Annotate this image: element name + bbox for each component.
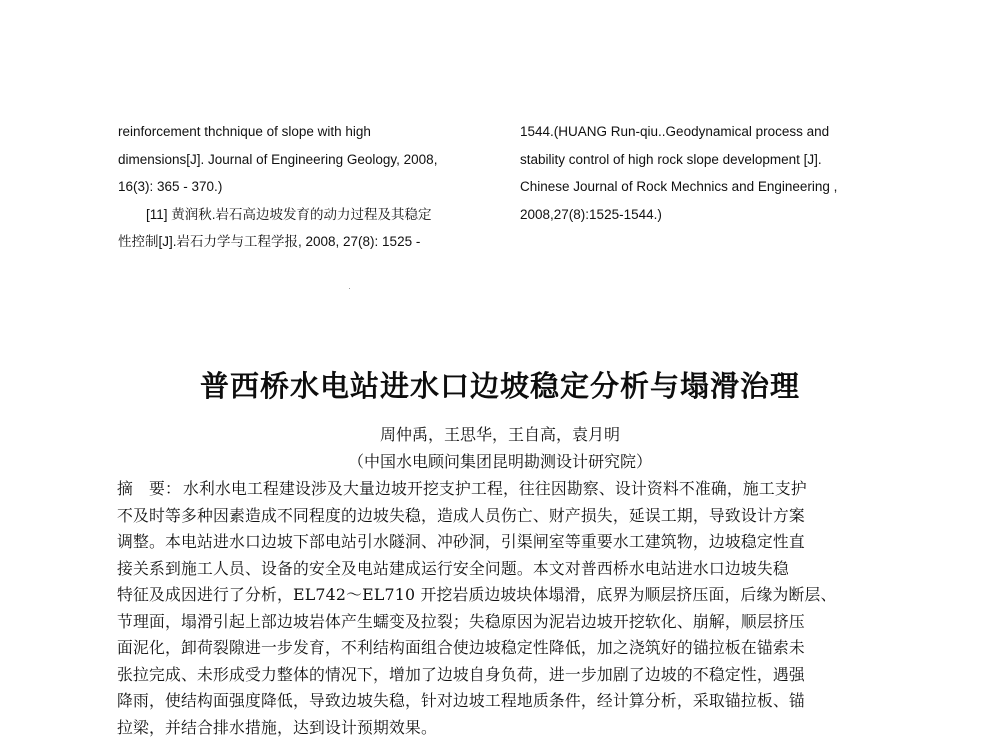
abstract-line: 降雨，使结构面强度降低，导致边坡失稳，针对边坡工程地质条件，经计算分析，采取锚拉板、锚 [117,691,805,710]
reference-11-line: [11] 黄润秋.岩石高边坡发育的动力过程及其稳定 [146,206,432,222]
reference-line: 性控制[J].岩石力学与工程学报, 2008, 27(8): 1525 - [118,234,421,249]
abstract-line [117,476,887,503]
abstract-text: 水利水电工程建设涉及大量边坡开挖支护工程，往往因勘察、设计资料不准确，施工支护 [183,479,807,498]
abstract-line: 特征及成因进行了分析，EL742～EL710 开挖岩质边坡块体塌滑，底界为顺层挤压面，后缘为断层、 [117,585,837,604]
reference-line: 1544.(HUANG Run-qiu..Geodynamical process and [520,124,830,139]
references-left-column [118,118,498,256]
article-title: 普西桥水电站进水口边坡稳定分析与塌滑治理 [199,369,800,403]
reference-line: dimensions[J]. Journal of Engineering Geology, 2008, [118,151,438,167]
abstract-line: 张拉完成、未形成受力整体的情况下，增加了边坡自身负荷，进一步加剧了边坡的不稳定性，遇强 [117,664,805,684]
reference-line: Chinese Journal of Rock Mechnics and Engineering , [520,179,838,194]
abstract-line: 调整。本电站进水口边坡下部电站引水隧洞、冲砂洞，引渠闸室等重要水工建筑物，边坡稳定性直 [117,532,805,551]
reference-line: 16(3): 365 - 370.) [118,179,223,194]
abstract [117,476,887,741]
scan-speck [349,288,350,289]
abstract-line: 面泥化，卸荷裂隙进一步发育，不利结构面组合使边坡稳定性降低，加之浇筑好的锚拉板在锚索未 [117,638,805,657]
abstract-line: 节理面，塌滑引起上部边坡岩体产生蠕变及拉裂；失稳原因为泥岩边坡开挖软化、崩解，顺层挤压 [117,611,805,631]
reference-line: stability control of high rock slope development [J]. [520,151,822,167]
abstract-line: 拉梁，并结合排水措施，达到设计预期效果。 [117,717,437,737]
abstract-line: 接关系到施工人员、设备的安全及电站建成运行安全问题。本文对普西桥水电站进水口边坡失稳 [117,558,789,578]
article-affiliation: （中国水电顾问集团昆明勘测设计研究院） [347,452,652,471]
references-right-column [520,118,880,228]
reference-line: reinforcement thchnique of slope with high [118,124,371,139]
abstract-label: 摘 要： [117,479,181,498]
reference-line: 2008,27(8):1525-1544.) [520,206,662,222]
article-authors: 周仲禹，王思华，王自高，袁月明 [379,425,620,444]
abstract-line: 不及时等多种因素造成不同程度的边坡失稳，造成人员伤亡、财产损失，延误工期，导致设计方案 [117,505,805,525]
